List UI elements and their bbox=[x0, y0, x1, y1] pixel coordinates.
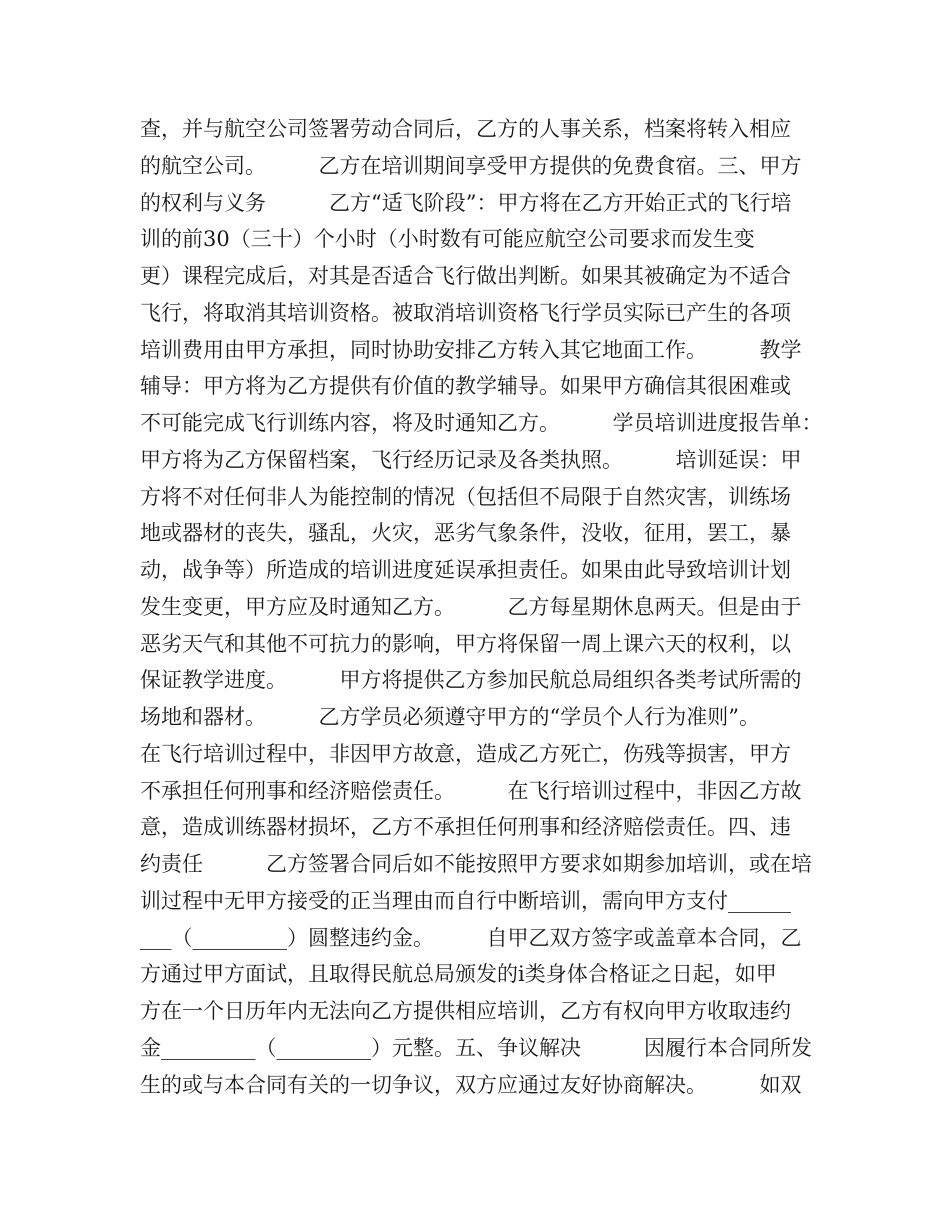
text-line: 约责任 乙方签署合同后如不能按照甲方要求如期参加培训，或在培 bbox=[140, 852, 812, 876]
text-line: 场地和器材。 乙方学员必须遵守甲方的“学员个人行为准则”。 bbox=[140, 705, 760, 729]
text-line: 的权利与义务 乙方“适飞阶段”：甲方将在乙方开始正式的飞行培 bbox=[140, 190, 792, 215]
text-line: 方将不对任何非人为能控制的情况（包括但不局限于自然灾害，训练场 bbox=[140, 484, 791, 509]
text-line: 更）课程完成后，对其是否适合飞行做出判断。如果其被确定为不适合 bbox=[140, 264, 791, 288]
text-line: 训过程中无甲方接受的正当理由而自行中断培训，需向甲方支付______ bbox=[140, 888, 791, 913]
text-line: 甲方将为乙方保留档案，飞行经历记录及各类执照。 培训延误：甲 bbox=[140, 447, 802, 472]
text-line: 辅导：甲方将为乙方提供有价值的教学辅导。如果甲方确信其很困难或 bbox=[140, 374, 791, 399]
text-line: 动，战争等）所造成的培训进度延误承担责任。如果由此导致培训计划 bbox=[140, 558, 791, 582]
text-line: 生的或与本合同有关的一切争议，双方应通过友好协商解决。 如双 bbox=[140, 1072, 802, 1097]
text-line: 金_________（_________）元整。五、争议解决 因履行本合同所发 bbox=[140, 1035, 812, 1060]
text-line: 保证教学进度。 甲方将提供乙方参加民航总局组织各类考试所需的 bbox=[140, 668, 802, 693]
text-line: 方在一个日历年内无法向乙方提供相应培训，乙方有权向甲方收取违约 bbox=[140, 999, 791, 1023]
contract-body-text bbox=[140, 111, 830, 1103]
text-line: 地或器材的丧失，骚乱，火灾，恶劣气象条件，没收，征用，罢工，暴 bbox=[140, 521, 791, 546]
text-line: 恶劣天气和其他不可抗力的影响，甲方将保留一周上课六天的权利，以 bbox=[140, 631, 791, 656]
text-line: 不可能完成飞行训练内容，将及时通知乙方。 学员培训进度报告单： bbox=[140, 411, 823, 435]
text-line: 方通过甲方面试，且取得民航总局颁发的ⅰ类身体合格证之日起，如甲 bbox=[140, 962, 777, 987]
text-line: 在飞行培训过程中，非因甲方故意，造成乙方死亡，伤残等损害，甲方 bbox=[140, 741, 791, 766]
text-line: 培训费用由甲方承担，同时协助安排乙方转入其它地面工作。 教学 bbox=[140, 337, 802, 362]
text-line: 不承担任何刑事和经济赔偿责任。 在飞行培训过程中，非因乙方故 bbox=[140, 778, 802, 803]
text-line: 飞行，将取消其培训资格。被取消培训资格飞行学员实际已产生的各项 bbox=[140, 300, 791, 325]
text-line: 查，并与航空公司签署劳动合同后，乙方的人事关系，档案将转入相应 bbox=[140, 117, 791, 141]
text-line: 训的前30（三十）个小时（小时数有可能应航空公司要求而发生变 bbox=[140, 227, 755, 252]
text-line: 发生变更，甲方应及时通知乙方。 乙方每星期休息两天。但是由于 bbox=[140, 594, 802, 619]
text-line: ___（_________）圆整违约金。 自甲乙双方签字或盖章本合同，乙 bbox=[140, 925, 802, 950]
text-line: 的航空公司。 乙方在培训期间享受甲方提供的免费食宿。三、甲方 bbox=[140, 153, 802, 178]
text-line: 意，造成训练器材损坏，乙方不承担任何刑事和经济赔偿责任。四、违 bbox=[140, 815, 791, 840]
